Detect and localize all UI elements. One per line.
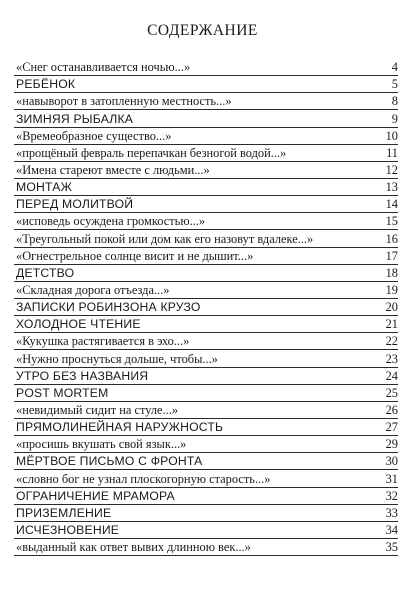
toc-entry-page-number: 11 [386, 145, 398, 160]
toc-entry-title: «Снег останавливается ночью...» [16, 60, 191, 75]
toc-entry [14, 196, 398, 213]
toc-entry-page-number: 35 [385, 540, 398, 555]
toc-entry [14, 93, 398, 110]
toc-entry [14, 282, 398, 299]
toc-entry [14, 333, 398, 350]
toc-entry [14, 265, 398, 282]
toc-entry-page-number: 30 [385, 454, 398, 469]
toc-entry-title: ПЕРЕД МОЛИТВОЙ [16, 197, 134, 212]
toc-entry [14, 402, 398, 419]
toc-entry-title: «Складная дорога отъезда...» [16, 282, 170, 297]
toc-entry-page-number: 14 [385, 197, 398, 212]
toc-entry-title: ЗАПИСКИ РОБИНЗОНА КРУЗО [16, 300, 201, 315]
toc-entry-title: «Треугольный покой или дом как его назовут вдалеке...» [16, 231, 314, 246]
toc-entry [14, 110, 398, 127]
toc-entry-page-number: 15 [385, 214, 398, 229]
toc-entry [14, 162, 398, 179]
toc-entry [14, 128, 398, 145]
toc-entry [14, 505, 398, 522]
toc-entry-title: «словно бог не узнал плоскогорную старость...» [16, 471, 271, 486]
toc-entry-title: ИСЧЕЗНОВЕНИЕ [16, 522, 120, 537]
toc-entry-title: «Огнестрельное солнце висит и не дышит...» [16, 248, 254, 263]
toc-entry-title: «выданный как ответ вывих длинною век...» [16, 540, 251, 555]
toc-entry-page-number: 18 [385, 265, 398, 280]
toc-entry [14, 248, 398, 265]
toc-entry-title: «просишь вкушать свой язык...» [16, 437, 187, 452]
toc-entry-page-number: 23 [385, 351, 398, 366]
toc-list [14, 59, 398, 556]
toc-entry-title: ХОЛОДНОЕ ЧТЕНИЕ [16, 317, 141, 332]
toc-entry [14, 179, 398, 196]
toc-entry-page-number: 25 [385, 385, 398, 400]
toc-entry-title: POST MORTEM [16, 385, 109, 400]
toc-entry [14, 76, 398, 93]
toc-entry-page-number: 17 [385, 248, 398, 263]
toc-entry [14, 59, 398, 76]
toc-entry-title: «исповедь осуждена громкостью...» [16, 214, 206, 229]
toc-entry [14, 230, 398, 247]
toc-entry-page-number: 12 [385, 162, 398, 177]
toc-entry-title: «прощёный февраль перепачкан безногой водой...» [16, 145, 287, 160]
toc-entry [14, 385, 398, 402]
toc-entry-page-number: 20 [385, 300, 398, 315]
toc-entry-title: ПРЯМОЛИНЕЙНАЯ НАРУЖНОСТЬ [16, 420, 224, 435]
toc-entry-page-number: 5 [391, 77, 398, 92]
toc-entry [14, 539, 398, 556]
toc-entry [14, 436, 398, 453]
toc-entry-title: «Кукушка растягивается в эхо...» [16, 334, 190, 349]
toc-entry [14, 453, 398, 470]
toc-entry [14, 522, 398, 539]
toc-entry-title: МОНТАЖ [16, 180, 73, 195]
toc-entry-title: ЗИМНЯЯ РЫБАЛКА [16, 111, 134, 126]
toc-entry-title: «Времеобразное существо...» [16, 128, 172, 143]
toc-entry-page-number: 34 [385, 522, 398, 537]
toc-entry-page-number: 22 [385, 334, 398, 349]
toc-entry-page-number: 16 [385, 231, 398, 246]
toc-entry-title: «навыворот в затопленную местность...» [16, 94, 232, 109]
toc-entry-title: ОГРАНИЧЕНИЕ МРАМОРА [16, 488, 175, 503]
toc-entry-title: МЁРТВОЕ ПИСЬМО С ФРОНТА [16, 454, 203, 469]
toc-entry-page-number: 21 [385, 317, 398, 332]
toc-entry-title: «невидимый сидит на стуле...» [16, 402, 179, 417]
toc-entry-title: «Имена стареют вместе с людьми...» [16, 162, 210, 177]
toc-entry-page-number: 26 [385, 402, 398, 417]
toc-entry-page-number: 13 [385, 180, 398, 195]
toc-entry-page-number: 4 [391, 60, 398, 75]
toc-entry-page-number: 33 [385, 505, 398, 520]
toc-entry-title: ПРИЗЕМЛЕНИЕ [16, 505, 112, 520]
toc-entry [14, 419, 398, 436]
toc-entry-title: РЕБЁНОК [16, 77, 76, 92]
toc-entry-title: «Нужно проснуться дольше, чтобы...» [16, 351, 218, 366]
toc-entry-page-number: 10 [385, 128, 398, 143]
toc-entry-title: ДЕТСТВО [16, 265, 75, 280]
toc-entry [14, 350, 398, 367]
toc-entry [14, 368, 398, 385]
toc-entry [14, 213, 398, 230]
toc-entry-page-number: 9 [391, 111, 398, 126]
toc-entry-page-number: 29 [385, 437, 398, 452]
toc-entry [14, 299, 398, 316]
toc-entry-page-number: 31 [385, 471, 398, 486]
toc-entry [14, 316, 398, 333]
page-title: СОДЕРЖАНИЕ [147, 22, 258, 39]
toc-entry-page-number: 19 [385, 282, 398, 297]
toc-entry [14, 145, 398, 162]
toc-entry [14, 470, 398, 487]
toc-entry-title: УТРО БЕЗ НАЗВАНИЯ [16, 368, 149, 383]
toc-entry-page-number: 32 [385, 488, 398, 503]
toc-entry-page-number: 8 [391, 94, 398, 109]
toc-entry-page-number: 24 [385, 368, 398, 383]
toc-entry-page-number: 27 [385, 420, 398, 435]
toc-entry [14, 488, 398, 505]
